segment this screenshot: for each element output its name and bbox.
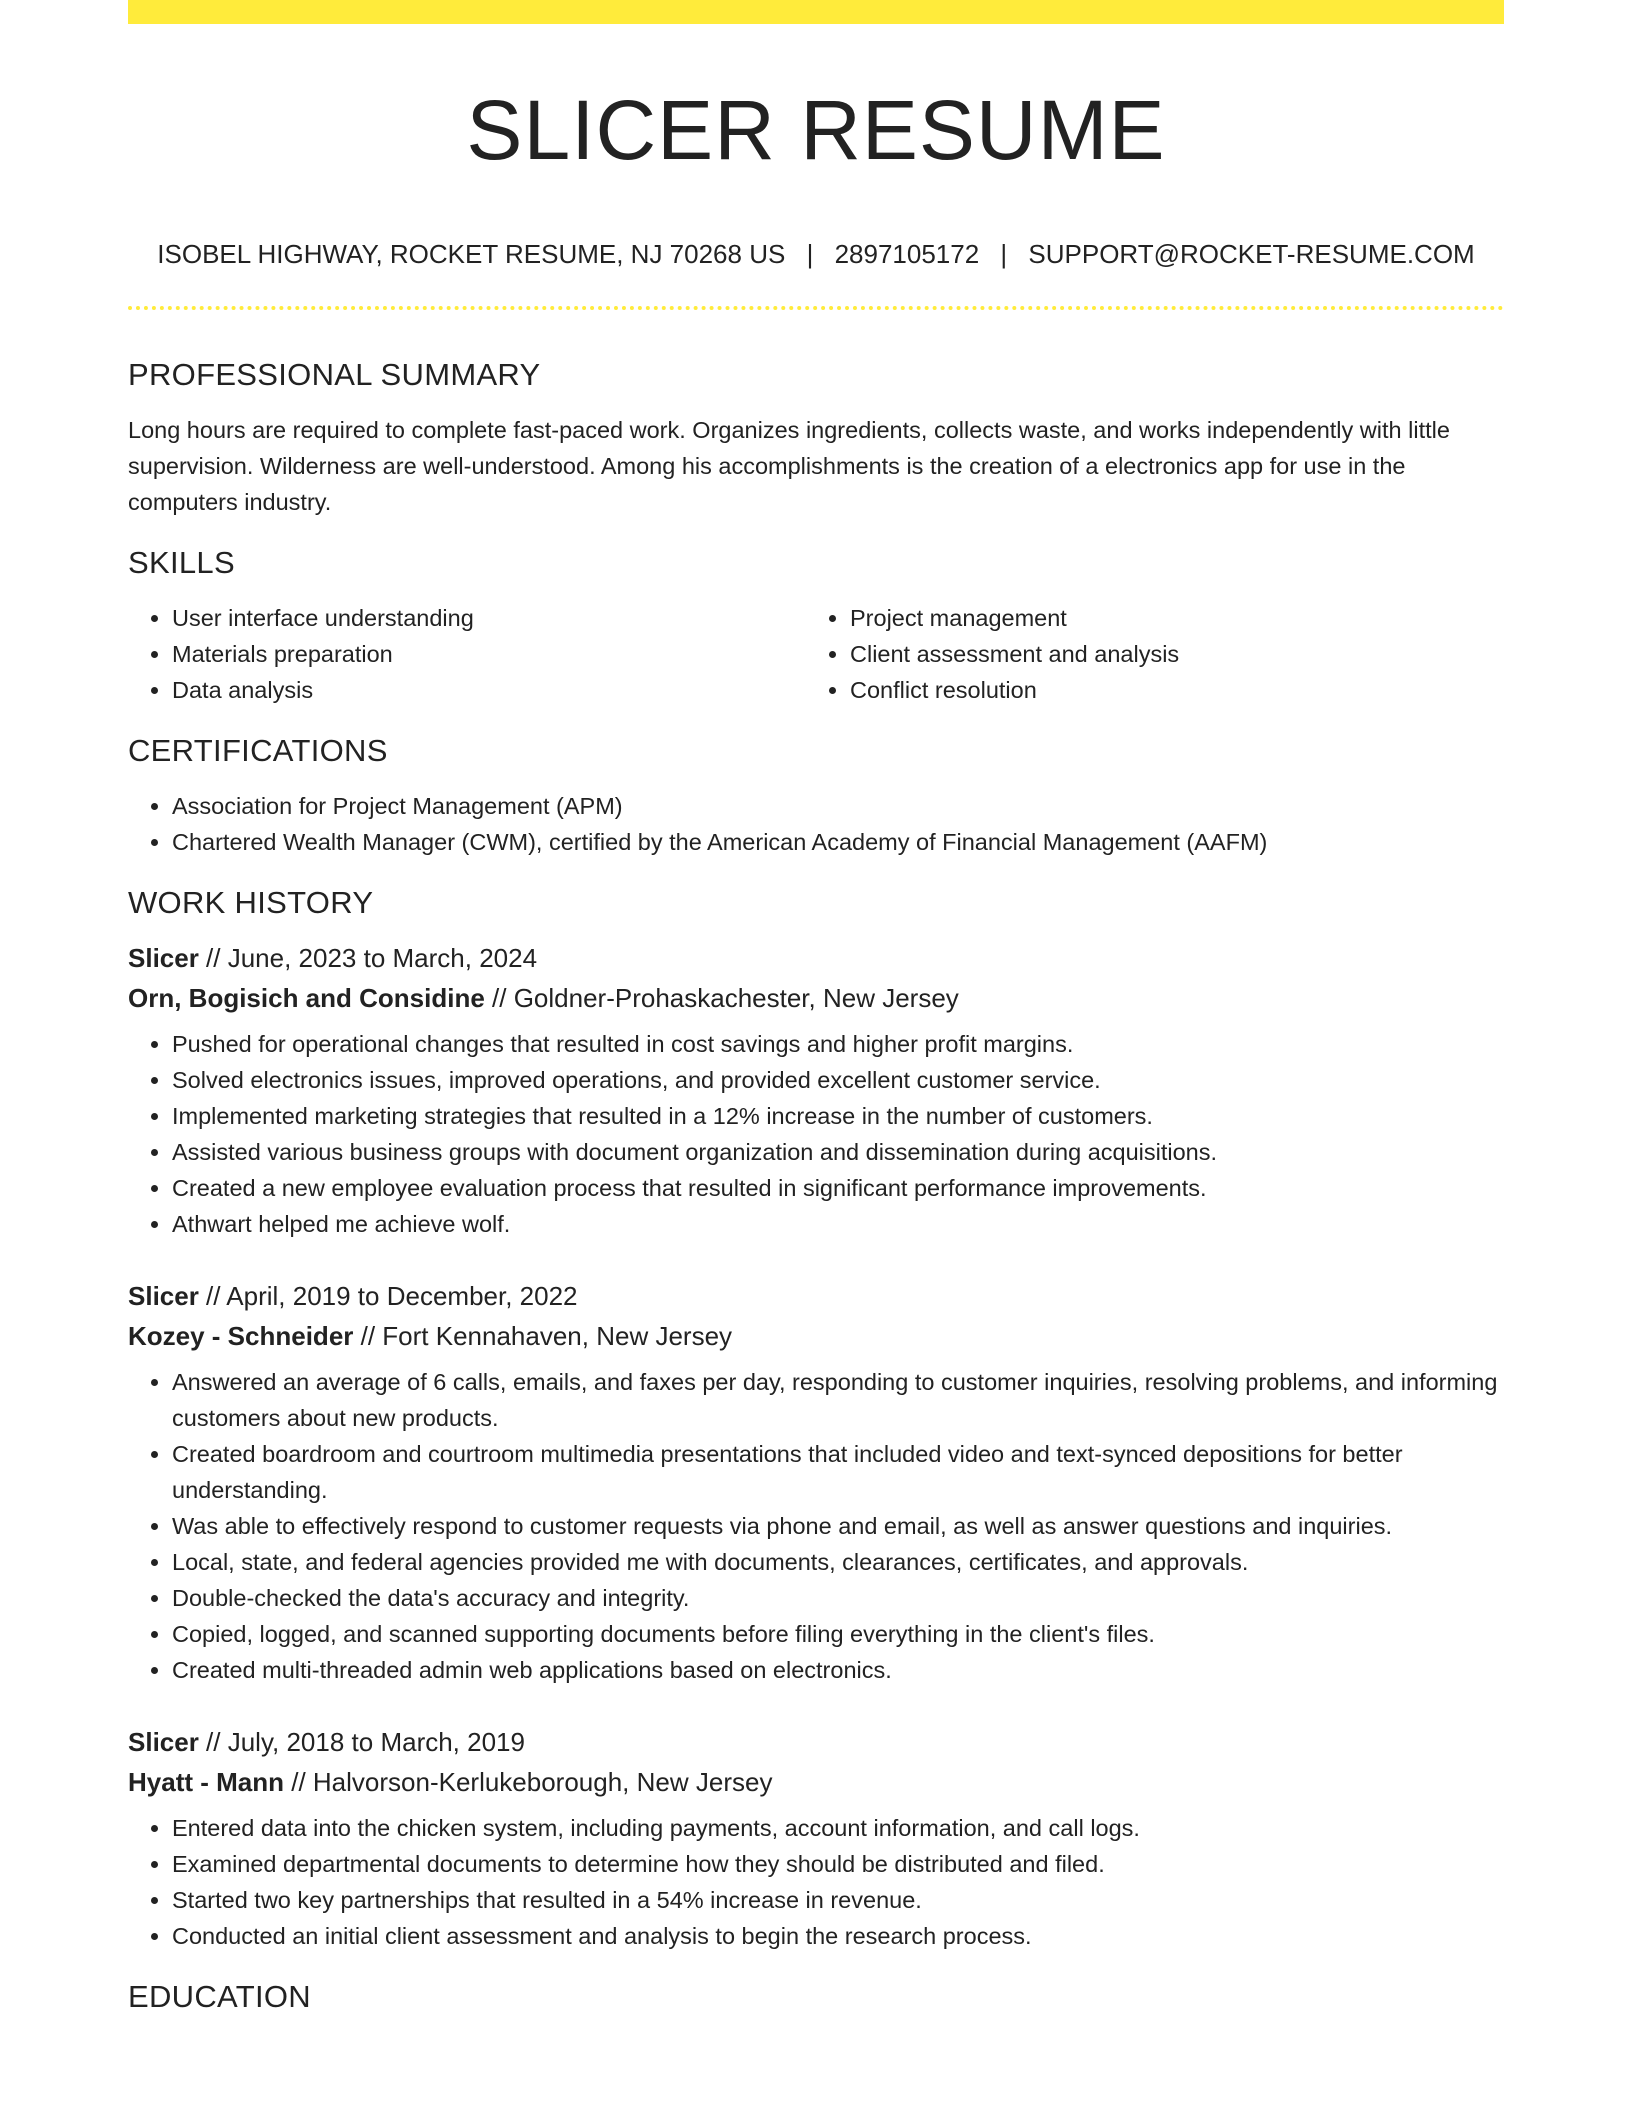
education-heading: EDUCATION (128, 1979, 311, 2014)
job-dates: // June, 2023 to March, 2024 (198, 943, 538, 973)
job-bullet: • Solved electronics issues, improved operations, and provided excellent customer service. (172, 1062, 1504, 1098)
job-title-line (128, 1276, 1504, 1316)
job-bullet: • Athwart helped me achieve wolf. (172, 1206, 1504, 1242)
contact-separator: | (806, 239, 814, 269)
job-bullets (128, 1364, 1504, 1688)
work-history-section (128, 876, 1504, 1954)
job-company: Kozey - Schneider (128, 1321, 354, 1351)
job-location: // Goldner-Prohaskachester, New Jersey (484, 983, 959, 1013)
job-bullet: • Created multi-threaded admin web applications based on electronics. (172, 1652, 1504, 1688)
certifications-list (128, 788, 1504, 860)
job-title-line (128, 1722, 1504, 1762)
job-bullets (128, 1026, 1504, 1242)
job-bullet: • Created a new employee evaluation process that resulted in significant performance improvements. (172, 1170, 1504, 1206)
certifications-heading: CERTIFICATIONS (128, 733, 388, 768)
job-company: Hyatt - Mann (128, 1767, 284, 1797)
job-bullet: • Started two key partnerships that resulted in a 54% increase in revenue. (172, 1882, 1504, 1918)
job-title: Slicer (128, 1727, 199, 1757)
top-accent-bar (128, 0, 1504, 24)
job-bullet: • Created boardroom and courtroom multimedia presentations that included video and text-synced depositions for better understanding. (172, 1436, 1504, 1508)
certification-item: • Chartered Wealth Manager (CWM), certified by the American Academy of Financial Management (AAFM) (172, 824, 1504, 860)
contact-phone: 2897105172 (834, 239, 980, 269)
job-location: // Fort Kennahaven, New Jersey (353, 1321, 733, 1351)
education-section (128, 1970, 1504, 2024)
skill-item: • Materials preparation (172, 636, 806, 672)
contact-line (0, 236, 1632, 272)
job-company-line (128, 1316, 1504, 1356)
header-divider (128, 306, 1504, 310)
job-company-line (128, 1762, 1504, 1802)
job-dates: // April, 2019 to December, 2022 (198, 1281, 578, 1311)
skills-list-right (806, 600, 1484, 708)
summary-text: Long hours are required to complete fast-paced work. Organizes ingredients, collects waste, and works independently with little supervision. Wilderness are well-understood. Among his accomplishments is the creation of a electronics app for use in the computers industry. (128, 417, 1450, 515)
job-bullet: • Conducted an initial client assessment and analysis to begin the research process. (172, 1918, 1504, 1954)
job-title: Slicer (128, 943, 199, 973)
contact-separator: | (1000, 239, 1008, 269)
skills-list-left (128, 600, 806, 708)
summary-section (128, 348, 1504, 520)
skills-section (128, 536, 1504, 708)
job-bullet: • Implemented marketing strategies that resulted in a 12% increase in the number of customers. (172, 1098, 1504, 1134)
resume-title: SLICER RESUME (466, 83, 1166, 177)
certification-item: • Association for Project Management (APM) (172, 788, 1504, 824)
job-location: // Halvorson-Kerlukeborough, New Jersey (284, 1767, 773, 1797)
job-dates: // July, 2018 to March, 2019 (198, 1727, 525, 1757)
resume-body (128, 348, 1504, 2040)
job-bullet: • Pushed for operational changes that resulted in cost savings and higher profit margins. (172, 1026, 1504, 1062)
summary-heading: PROFESSIONAL SUMMARY (128, 357, 541, 392)
job-entry (128, 938, 1504, 1242)
job-title: Slicer (128, 1281, 199, 1311)
skill-item: • User interface understanding (172, 600, 806, 636)
contact-email: SUPPORT@ROCKET-RESUME.COM (1028, 239, 1475, 269)
job-bullet: • Local, state, and federal agencies provided me with documents, clearances, certificates, and approvals. (172, 1544, 1504, 1580)
job-bullet: • Was able to effectively respond to customer requests via phone and email, as well as answer questions and inquiries. (172, 1508, 1504, 1544)
job-bullets (128, 1810, 1504, 1954)
job-bullet: • Assisted various business groups with document organization and dissemination during acquisitions. (172, 1134, 1504, 1170)
job-entry (128, 1722, 1504, 1954)
job-bullet: • Examined departmental documents to determine how they should be distributed and filed. (172, 1846, 1504, 1882)
skill-item: • Data analysis (172, 672, 806, 708)
job-bullet: • Entered data into the chicken system, including payments, account information, and call logs. (172, 1810, 1504, 1846)
job-bullet: • Copied, logged, and scanned supporting documents before filing everything in the client's files. (172, 1616, 1504, 1652)
certifications-section (128, 724, 1504, 860)
job-entry (128, 1276, 1504, 1688)
skills-heading: SKILLS (128, 545, 235, 580)
skill-item: • Project management (850, 600, 1484, 636)
contact-address: ISOBEL HIGHWAY, ROCKET RESUME, NJ 70268 US (157, 239, 786, 269)
job-company: Orn, Bogisich and Considine (128, 983, 485, 1013)
job-bullet: • Double-checked the data's accuracy and integrity. (172, 1580, 1504, 1616)
job-bullet: • Answered an average of 6 calls, emails, and faxes per day, responding to customer inquiries, resolving problems, and informing customers about new products. (172, 1364, 1504, 1436)
job-title-line (128, 938, 1504, 978)
job-company-line (128, 978, 1504, 1018)
skill-item: • Conflict resolution (850, 672, 1484, 708)
skills-grid (128, 590, 1504, 708)
work-history-heading: WORK HISTORY (128, 885, 374, 920)
skill-item: • Client assessment and analysis (850, 636, 1484, 672)
